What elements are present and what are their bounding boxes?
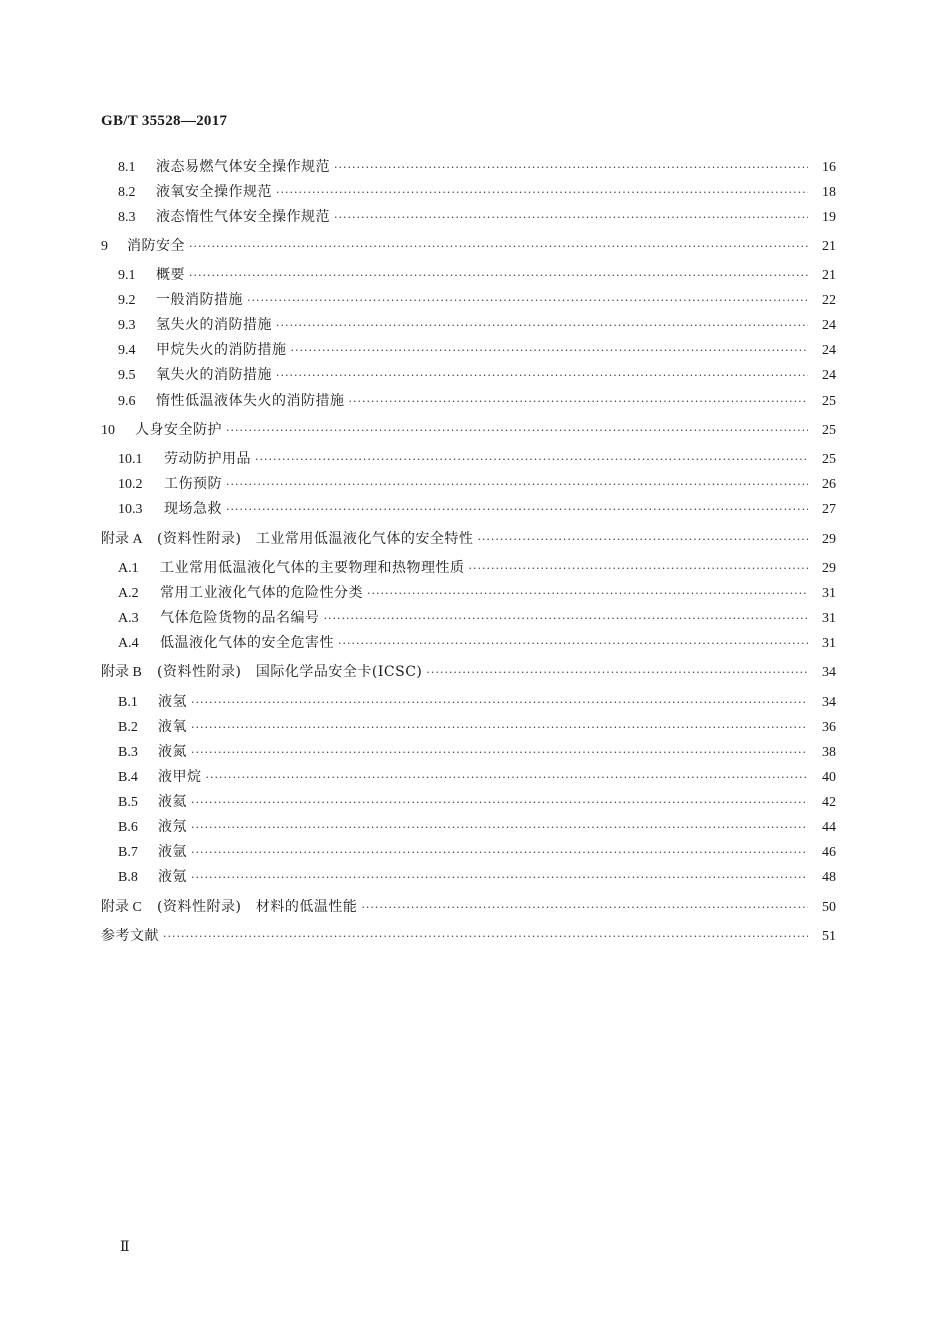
toc-leader	[324, 610, 809, 628]
page-number-footer: Ⅱ	[120, 1240, 130, 1255]
toc-number: 10.3	[118, 502, 143, 517]
toc-page: 34	[822, 665, 836, 680]
toc-title: 气体危险货物的品名编号	[160, 610, 320, 626]
toc-number: A.1	[118, 561, 139, 576]
toc-leader	[226, 476, 808, 494]
toc-title: 工业常用低温液化气体的主要物理和热物理性质	[160, 560, 465, 576]
toc-entry-b-1[interactable]	[118, 693, 836, 712]
toc-page: 42	[822, 795, 836, 810]
toc-entry-9-6[interactable]	[118, 392, 836, 411]
toc-entry-b-6[interactable]	[118, 818, 836, 837]
toc-leader	[291, 342, 809, 360]
toc-title: 甲烷失火的消防措施	[156, 342, 287, 358]
toc-entry-a-4[interactable]	[118, 634, 836, 653]
toc-title: 液态易燃气体安全操作规范	[156, 159, 330, 175]
toc-entry-10[interactable]	[101, 421, 836, 440]
toc-number: 9.6	[118, 394, 136, 409]
toc-page: 16	[822, 160, 836, 175]
toc-leader	[276, 317, 808, 335]
toc-number: A.3	[118, 611, 139, 626]
toc-leader	[426, 664, 808, 682]
toc-title: 液氧安全操作规范	[156, 184, 272, 200]
toc-leader	[191, 719, 808, 737]
toc-number: 10.2	[118, 477, 143, 492]
toc-title: 液氪	[158, 869, 187, 885]
toc-title: 液甲烷	[158, 769, 202, 785]
toc-page: 31	[822, 586, 836, 601]
toc-entry-b-5[interactable]	[118, 793, 836, 812]
toc-title: 工伤预防	[164, 476, 222, 492]
toc-page: 24	[822, 368, 836, 383]
toc-title: 参考文献	[101, 928, 159, 944]
toc-leader	[206, 769, 809, 787]
toc-entry-references[interactable]	[101, 927, 836, 946]
toc-page: 21	[822, 239, 836, 254]
toc-entry-10-1[interactable]	[118, 450, 836, 469]
toc-title: 人身安全防护	[135, 422, 222, 438]
toc-entry-9-5[interactable]	[118, 366, 836, 385]
toc-page: 25	[822, 452, 836, 467]
toc-leader	[361, 899, 808, 917]
toc-leader	[189, 267, 808, 285]
toc-title: 低温液化气体的安全危害性	[160, 635, 334, 651]
toc-leader	[191, 744, 808, 762]
toc-leader	[191, 869, 808, 887]
toc-title: (资料性附录) 材料的低温性能	[157, 899, 358, 915]
toc-leader	[469, 560, 809, 578]
toc-entry-8-3[interactable]	[118, 208, 836, 227]
toc-leader	[349, 393, 809, 411]
toc-leader	[276, 367, 808, 385]
toc-page: 31	[822, 636, 836, 651]
toc-number: 8.2	[118, 185, 136, 200]
toc-title: 液氩	[158, 844, 187, 860]
toc-title: 常用工业液化气体的危险性分类	[160, 585, 363, 601]
toc-entry-b-7[interactable]	[118, 843, 836, 862]
toc-entry-appendix-c[interactable]	[101, 898, 836, 917]
toc-number: B.2	[118, 720, 138, 735]
toc-title: 惰性低温液体失火的消防措施	[156, 393, 345, 409]
toc-entry-9-3[interactable]	[118, 316, 836, 335]
toc-number: 8.3	[118, 210, 136, 225]
toc-leader	[334, 159, 808, 177]
toc-page: 24	[822, 343, 836, 358]
toc-number: B.7	[118, 845, 138, 860]
toc-entry-8-1[interactable]	[118, 158, 836, 177]
toc-entry-10-3[interactable]	[118, 500, 836, 519]
toc-number: B.3	[118, 745, 138, 760]
standard-number: GB/T 35528—2017	[101, 113, 228, 129]
toc-page: 29	[822, 532, 836, 547]
toc-leader	[367, 585, 808, 603]
toc-leader	[191, 794, 808, 812]
toc-number: 9.5	[118, 368, 136, 383]
toc-number: 10.1	[118, 452, 143, 467]
toc-page: 38	[822, 745, 836, 760]
toc-leader	[255, 451, 808, 469]
toc-page: 25	[822, 423, 836, 438]
toc-leader	[338, 635, 808, 653]
toc-number: B.8	[118, 870, 138, 885]
toc-entry-b-3[interactable]	[118, 743, 836, 762]
toc-leader	[226, 422, 808, 440]
toc-entry-a-1[interactable]	[118, 559, 836, 578]
toc-entry-b-2[interactable]	[118, 718, 836, 737]
toc-number: 附录 A	[101, 532, 143, 547]
toc-title: 劳动防护用品	[164, 451, 251, 467]
toc-number: A.4	[118, 636, 139, 651]
toc-title: 氧失火的消防措施	[156, 367, 272, 383]
toc-page: 22	[822, 293, 836, 308]
toc-number: 9.2	[118, 293, 136, 308]
toc-page: 19	[822, 210, 836, 225]
toc-page: 46	[822, 845, 836, 860]
toc-number: 9.1	[118, 268, 136, 283]
toc-number: 8.1	[118, 160, 136, 175]
toc-page: 24	[822, 318, 836, 333]
toc-page: 50	[822, 900, 836, 915]
toc-title: 液氦	[158, 794, 187, 810]
toc-leader	[477, 531, 808, 549]
toc-page: 31	[822, 611, 836, 626]
toc-page: 29	[822, 561, 836, 576]
toc-entry-a-2[interactable]	[118, 584, 836, 603]
toc-title: (资料性附录) 国际化学品安全卡(ICSC)	[157, 664, 423, 680]
toc-page: 34	[822, 695, 836, 710]
toc-number: 9.4	[118, 343, 136, 358]
toc-entry-9-4[interactable]	[118, 341, 836, 360]
toc-leader	[191, 844, 808, 862]
toc-leader	[226, 501, 808, 519]
toc-title: 一般消防措施	[156, 292, 243, 308]
toc-page: 25	[822, 394, 836, 409]
toc-title: 液氮	[158, 744, 187, 760]
toc-entry-b-4[interactable]	[118, 768, 836, 787]
toc-leader	[247, 292, 808, 310]
toc-entry-8-2[interactable]	[118, 183, 836, 202]
toc-title: 液态惰性气体安全操作规范	[156, 209, 330, 225]
toc-leader	[191, 819, 808, 837]
toc-entry-9-2[interactable]	[118, 291, 836, 310]
toc-entry-b-8[interactable]	[118, 868, 836, 887]
toc-title: 氢失火的消防措施	[156, 317, 272, 333]
toc-entry-9-1[interactable]	[118, 266, 836, 285]
toc-number: 9	[101, 239, 108, 254]
toc-title: 现场急救	[164, 501, 222, 517]
toc-leader	[334, 209, 808, 227]
toc-title: 消防安全	[127, 238, 185, 254]
toc-title: 液氢	[158, 694, 187, 710]
toc-entry-a-3[interactable]	[118, 609, 836, 628]
toc-leader	[163, 928, 808, 946]
toc-leader	[191, 694, 808, 712]
toc-title: 液氧	[158, 719, 187, 735]
toc-number: A.2	[118, 586, 139, 601]
toc-number: B.4	[118, 770, 138, 785]
toc-title: 概要	[156, 267, 185, 283]
toc-entry-appendix-b[interactable]	[101, 663, 836, 682]
toc-page: 18	[822, 185, 836, 200]
toc-leader	[189, 238, 808, 256]
toc-page: 36	[822, 720, 836, 735]
toc-number: 9.3	[118, 318, 136, 333]
toc-page: 40	[822, 770, 836, 785]
toc-page: 26	[822, 477, 836, 492]
toc-entry-appendix-a[interactable]	[101, 530, 836, 549]
toc-number: B.5	[118, 795, 138, 810]
toc-page: 44	[822, 820, 836, 835]
toc-entry-10-2[interactable]	[118, 475, 836, 494]
toc-number: B.6	[118, 820, 138, 835]
toc-number: B.1	[118, 695, 138, 710]
toc-page: 27	[822, 502, 836, 517]
toc-number: 附录 B	[101, 665, 142, 680]
toc-entry-9[interactable]	[101, 237, 836, 256]
toc-number: 10	[101, 423, 115, 438]
toc-page: 51	[822, 929, 836, 944]
toc-number: 附录 C	[101, 900, 142, 915]
toc-page: 48	[822, 870, 836, 885]
toc-leader	[276, 184, 808, 202]
toc-title: (资料性附录) 工业常用低温液化气体的安全特性	[157, 531, 474, 547]
toc-title: 液氖	[158, 819, 187, 835]
toc-page: 21	[822, 268, 836, 283]
